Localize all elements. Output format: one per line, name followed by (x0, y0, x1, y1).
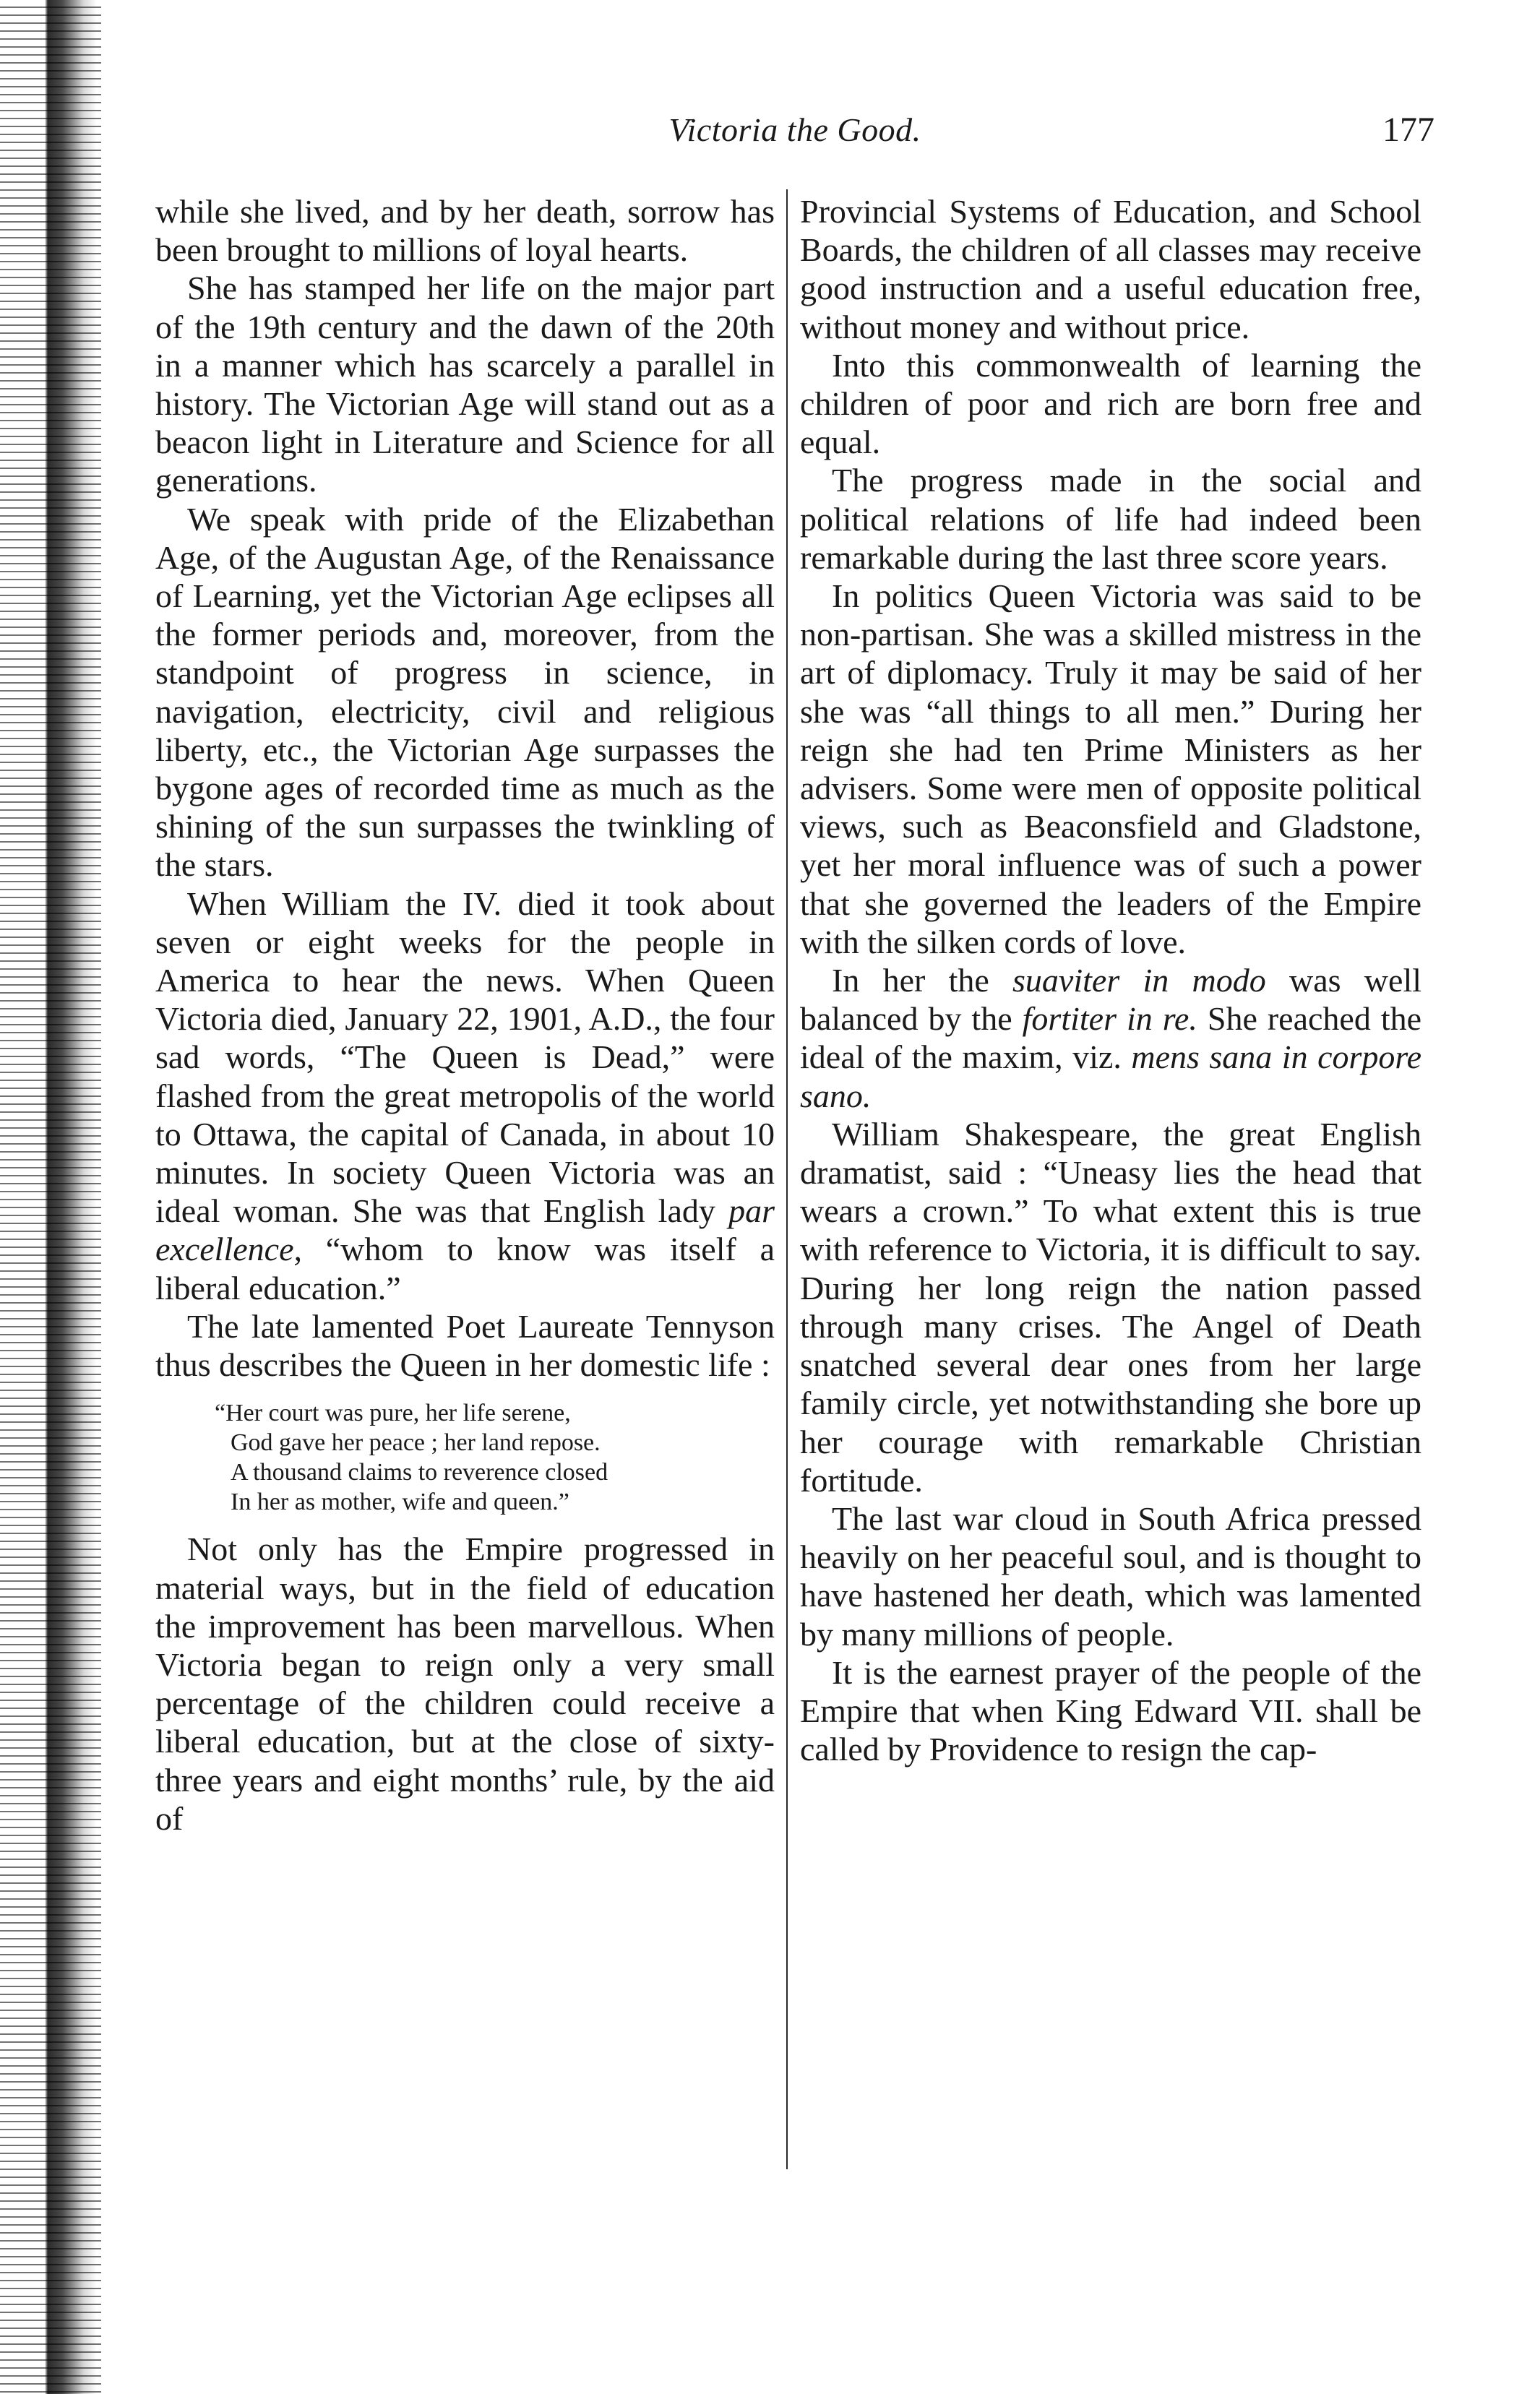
paragraph: William Shakespeare, the great English dramatist, said : “Uneasy lies the head that wears a crown.” To what extent this is true with reference to Victoria, it is difficult to say. During her long reign the nation passed through many crises. The Angel of Death snatched several dear ones from her large family circle, yet notwithstanding she bore up her courage with remarkable Christian fortitude. (800, 1115, 1421, 1499)
right-column (800, 192, 1421, 1768)
poem-line: In her as mother, wife and queen.” (231, 1489, 569, 1516)
paragraph-text: In her the (832, 962, 989, 999)
paragraph: Provincial Systems of Education, and School Boards, the children of all classes may receive good instruction and a useful education free, without money and without price. (800, 193, 1421, 345)
italic-phrase: suaviter in modo (1012, 962, 1266, 999)
page-number: 177 (1382, 111, 1434, 149)
paragraph (155, 884, 775, 1307)
paragraph: We speak with pride of the Elizabethan Age, of the Augustan Age, of the Renaissance of Learning, yet the Victorian Age eclipses all the former periods and, moreover, from the standpoint of progress in science, in navigation, electricity, civil and religious liberty, etc., the Victorian Age surpasses the bygone ages of recorded time as much as the shining of the sun surpasses the twinkling of the stars. (155, 500, 775, 884)
poem-quote (215, 1398, 775, 1517)
paragraph: Into this commonwealth of learning the children of poor and rich are born free and equal. (800, 346, 1421, 461)
poem-line: A thousand claims to reverence closed (231, 1459, 608, 1486)
paragraph-text: “whom to know was itself a liberal education.” (155, 1231, 775, 1306)
poem-line: God gave her peace ; her land repose. (231, 1429, 601, 1457)
paragraph: She has stamped her life on the major part of the 19th century and the dawn of the 20th in a manner which has scarcely a parallel in history. The Victorian Age will stand out as a beacon light in Literature and Science for all generations. (155, 270, 775, 499)
paragraph: The late lamented Poet Laureate Tennyson thus describes the Queen in her domestic life : (155, 1307, 775, 1384)
paragraph-text: was well balanced by the (800, 962, 1422, 1038)
paragraph: The last war cloud in South Africa pressed heavily on her peaceful soul, and is thought to have hastened her death, which was lamented by many millions of people. (800, 1499, 1421, 1653)
book-binding-edge (0, 0, 101, 2394)
italic-phrase: fortiter in re. (1022, 1000, 1197, 1038)
paragraph-text: She reached the ideal of the maxim, viz. (800, 1000, 1422, 1076)
italic-phrase: par excellence, (155, 1192, 775, 1268)
paragraph-text: When William the IV. died it took about seven or eight weeks for the people in America to hear the news. When Queen Victoria died, January 22, 1901, A.D., the four sad words, “The Queen is Dead,” were flashed from the great metropolis of the world to Ottawa, the capital of Canada, in about 10 minutes. In society Queen Victoria was an ideal woman. She was that English lady (155, 884, 775, 1230)
paragraph: The progress made in the social and political relations of life had indeed been remarkable during the last three score years. (800, 462, 1421, 576)
paragraph: while she lived, and by her death, sorrow has been brought to millions of loyal hearts. (155, 193, 775, 269)
poem-line: “Her court was pure, her life serene, (215, 1400, 571, 1427)
running-head (155, 108, 1434, 159)
paragraph (800, 961, 1421, 1115)
paragraph: Not only has the Empire progressed in material ways, but in the field of education the improvement has been marvellous. When Victoria began to reign only a very small percentage of the children could receive a liberal education, but at the close of sixty-three years and eight months’ rule, by the aid of (155, 1530, 775, 1837)
running-title: Victoria the Good. (668, 111, 921, 148)
column-divider (786, 189, 788, 2169)
paragraph: In politics Queen Victoria was said to be non-partisan. She was a skilled mistress in the art of diplomacy. Truly it may be said of her she was “all things to all men.” During her reign she had ten Prime Ministers as her advisers. Some were men of opposite political views, such as Beaconsfield and Gladstone, yet her moral influence was of such a power that she governed the leaders of the Empire with the silken cords of love. (800, 577, 1421, 960)
italic-phrase: mens sana in corpore sano. (800, 1038, 1421, 1114)
paragraph: It is the earnest prayer of the people of the Empire that when King Edward VII. shall be called by Providence to resign the cap- (800, 1653, 1421, 1768)
left-column (155, 192, 775, 1838)
